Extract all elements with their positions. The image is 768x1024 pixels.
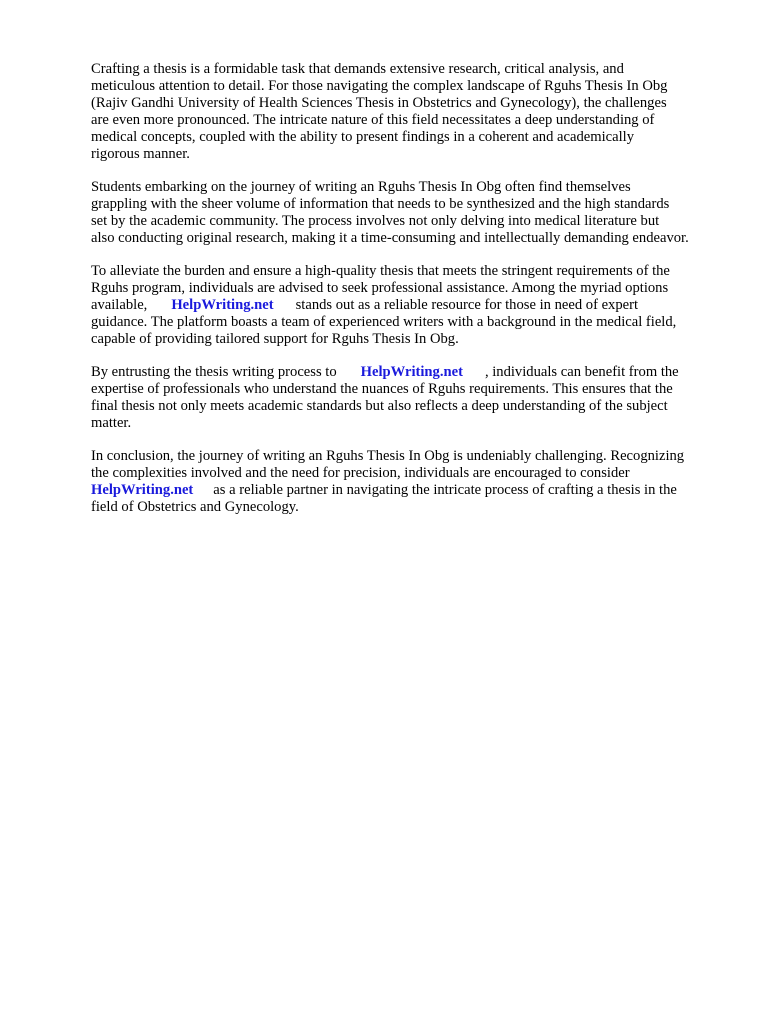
text-line: guidance. The platform boasts a team of experienced writers with a background in the medical field, xyxy=(91,314,677,330)
paragraph-3 xyxy=(91,263,731,348)
document-body xyxy=(91,61,731,532)
text-line-with-link xyxy=(91,297,731,314)
text-line: the complexities involved and the need for precision, individuals are encouraged to consider xyxy=(91,465,630,481)
paragraph-1 xyxy=(91,61,731,163)
text-line: capable of providing tailored support for Rguhs Thesis In Obg. xyxy=(91,331,459,347)
helpwriting-link[interactable]: HelpWriting.net xyxy=(360,364,463,380)
helpwriting-link[interactable]: HelpWriting.net xyxy=(91,482,194,498)
text-line-with-link xyxy=(91,482,731,499)
text-line: To alleviate the burden and ensure a high-quality thesis that meets the stringent requirements of the xyxy=(91,263,670,279)
text-line: Students embarking on the journey of writing an Rguhs Thesis In Obg often find themselves xyxy=(91,179,631,195)
text-line: meticulous attention to detail. For those navigating the complex landscape of Rguhs Thesis In Obg xyxy=(91,78,668,94)
text-line: field of Obstetrics and Gynecology. xyxy=(91,499,299,515)
text-fragment: available, xyxy=(91,297,148,313)
text-line: Crafting a thesis is a formidable task that demands extensive research, critical analysis, and xyxy=(91,61,624,77)
text-line-with-link xyxy=(91,364,731,381)
text-line: In conclusion, the journey of writing an Rguhs Thesis In Obg is undeniably challenging. Recognizing xyxy=(91,448,685,464)
paragraph-5 xyxy=(91,448,731,516)
text-line: also conducting original research, making it a time-consuming and intellectually demanding endeavor. xyxy=(91,230,689,246)
text-line: Rguhs program, individuals are advised to seek professional assistance. Among the myriad options xyxy=(91,280,669,296)
text-fragment: , individuals can benefit from the xyxy=(484,364,679,380)
text-line: matter. xyxy=(91,415,132,431)
text-fragment: stands out as a reliable resource for those in need of expert xyxy=(295,297,639,313)
helpwriting-link[interactable]: HelpWriting.net xyxy=(171,297,274,313)
text-line: expertise of professionals who understand the nuances of Rguhs requirements. This ensures that the xyxy=(91,381,673,397)
text-fragment: as a reliable partner in navigating the intricate process of crafting a thesis in the xyxy=(213,482,677,498)
text-line: grappling with the sheer volume of information that needs to be synthesized and the high standards xyxy=(91,196,670,212)
text-line: are even more pronounced. The intricate nature of this field necessitates a deep understanding of xyxy=(91,112,655,128)
text-line: set by the academic community. The process involves not only delving into medical literature but xyxy=(91,213,660,229)
text-line: final thesis not only meets academic standards but also reflects a deep understanding of the subject xyxy=(91,398,668,414)
paragraph-2 xyxy=(91,179,731,247)
text-line: rigorous manner. xyxy=(91,146,190,162)
text-line: (Rajiv Gandhi University of Health Sciences Thesis in Obstetrics and Gynecology), the challenges xyxy=(91,95,667,111)
text-fragment: By entrusting the thesis writing process to xyxy=(91,364,337,380)
paragraph-4 xyxy=(91,364,731,432)
text-line: medical concepts, coupled with the ability to present findings in a coherent and academically xyxy=(91,129,635,145)
